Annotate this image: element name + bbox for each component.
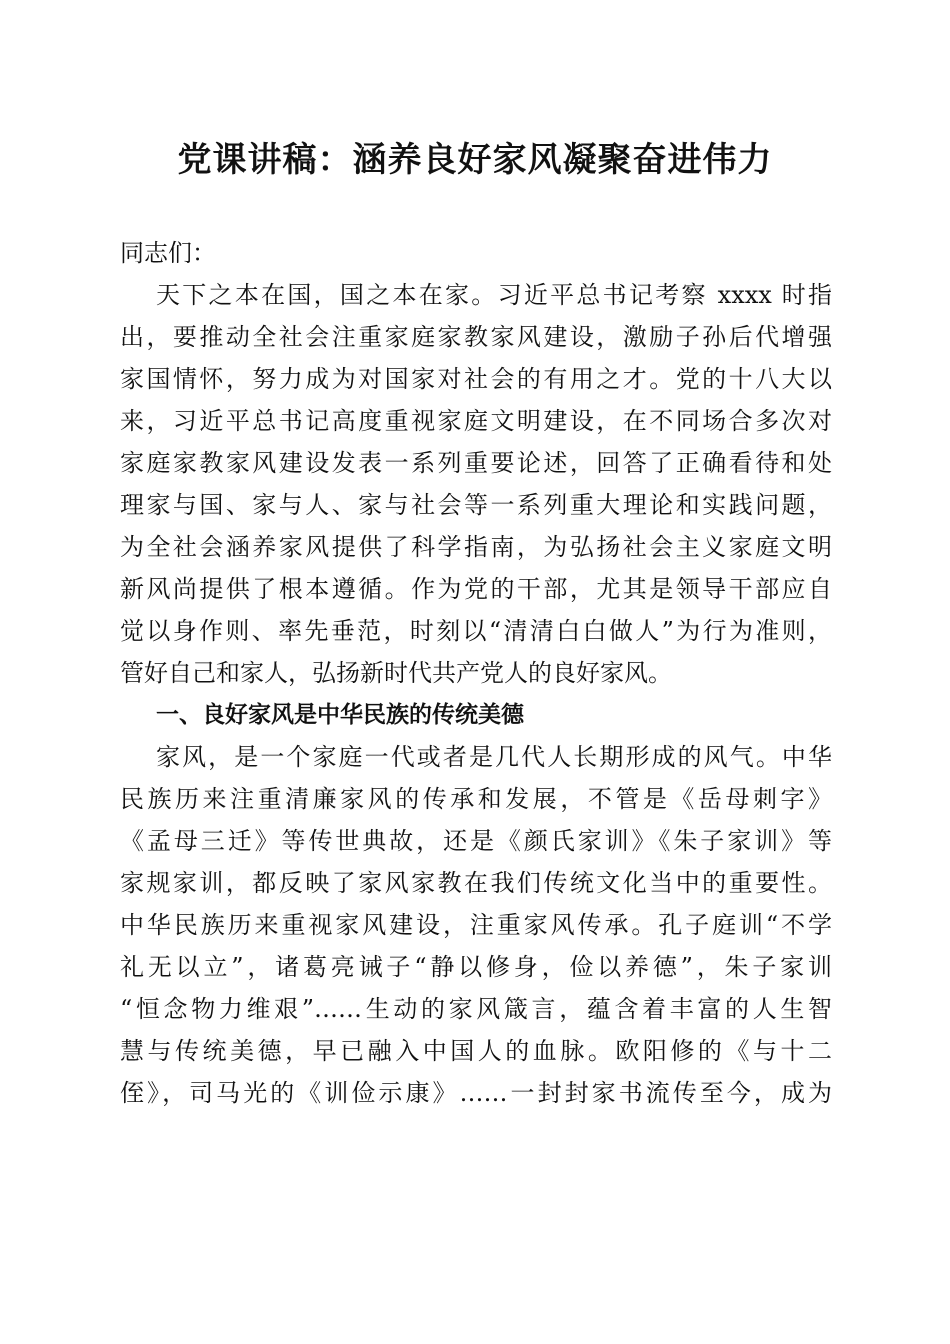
document-body (120, 232, 832, 1114)
paragraph-line: 觉以身作则、率先垂范，时刻以“清清白白做人”为行为准则， (120, 617, 832, 645)
paragraph-line: 侄》，司马光的《训俭示康》……一封封家书流传至今，成为 (120, 1079, 832, 1107)
paragraph-1 (120, 274, 832, 694)
paragraph-line: 家庭家教家风建设发表一系列重要论述，回答了正确看待和处 (120, 449, 832, 477)
paragraph-line: “恒念物力维艰”……生动的家风箴言，蕴含着丰富的人生智 (120, 995, 832, 1023)
paragraph-line: 家国情怀，努力成为对国家对社会的有用之才。党的十八大以 (120, 365, 832, 393)
paragraph-line: 礼无以立”，诸葛亮诫子“静以修身，俭以养德”，朱子家训 (120, 953, 832, 981)
paragraph-line: 理家与国、家与人、家与社会等一系列重大理论和实践问题， (120, 491, 832, 519)
greeting: 同志们： (120, 239, 216, 267)
paragraph-2 (120, 736, 832, 1114)
paragraph-line: 慧与传统美德，早已融入中国人的血脉。欧阳修的《与十二 (120, 1037, 832, 1065)
paragraph-line: 家风，是一个家庭一代或者是几代人长期形成的风气。中华 (156, 743, 832, 771)
paragraph-line: 新风尚提供了根本遵循。作为党的干部，尤其是领导干部应自 (120, 575, 832, 603)
paragraph-line: 来，习近平总书记高度重视家庭文明建设，在不同场合多次对 (120, 407, 832, 435)
paragraph-line: 民族历来注重清廉家风的传承和发展，不管是《岳母刺字》 (120, 785, 832, 813)
paragraph-line: 家规家训，都反映了家风家教在我们传统文化当中的重要性。 (120, 869, 832, 897)
paragraph-line: 管好自己和家人，弘扬新时代共产党人的良好家风。 (120, 659, 672, 687)
paragraph-line: 天下之本在国，国之本在家。习近平总书记考察 xxxx 时指 (156, 281, 832, 309)
paragraph-line: 出，要推动全社会注重家庭家教家风建设，激励子孙后代增强 (120, 323, 832, 351)
paragraph-line: 为全社会涵养家风提供了科学指南，为弘扬社会主义家庭文明 (120, 533, 832, 561)
section-heading: 一、良好家风是中华民族的传统美德 (156, 702, 524, 728)
paragraph-line: 《孟母三迁》等传世典故，还是《颜氏家训》《朱子家训》等 (120, 827, 832, 855)
paragraph-line: 中华民族历来重视家风建设，注重家风传承。孔子庭训“不学 (120, 911, 832, 939)
document-title: 党课讲稿：涵养良好家风凝聚奋进伟力 (177, 140, 773, 180)
